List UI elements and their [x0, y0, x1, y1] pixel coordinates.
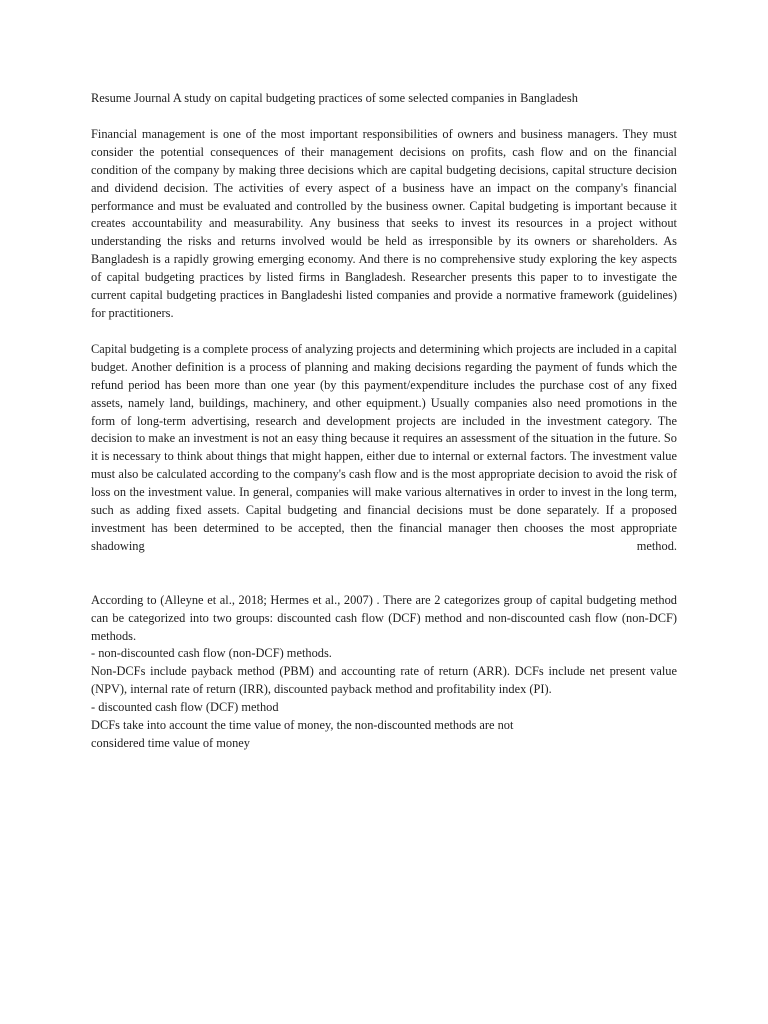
document-page [91, 90, 677, 753]
dcf-text [91, 717, 677, 753]
paragraph-capital-budgeting: Capital budgeting is a complete process of analyzing projects and determining which projects are included in a capital budget. Another definition is a process of planning and making decisions regarding the payment of funds which the refund period has been more than one year (by this payment/expenditure includes the purchase cost of any fixed assets, namely land, buildings, machinery, and other equipment.) Usually companies also need promotions in the form of long-term advertising, research and development projects are included in the investment category. The decision to make an investment is not an easy thing because it requires an assessment of the situation in the future. So it is necessary to think about things that might happen, either due to internal or external factors. The investment value must also be calculated according to the company's cash flow and is the most appropriate decision to avoid the risk of loss on the investment value. In general, companies will make various alternatives in order to invest in the long term, such as adding fixed assets. Capital budgeting and financial decisions must be done separately. If a proposed investment has been determined to be accepted, then the financial manager then chooses the most appropriate shadowing method. [91, 341, 677, 553]
nondcf-text: Non-DCFs include payback method (PBM) and accounting rate of return (ARR). DCFs include net present value (NPV), internal rate of return (IRR), discounted payback method and profitability index (PI). [91, 664, 677, 697]
paragraph-categorization: According to (Alleyne et al., 2018; Hermes et al., 2007) . There are 2 categorizes group of capital budgeting method can be categorized into two groups: discounted cash flow (DCF) method and non-discounted cash flow (non-DCF) methods. [91, 592, 677, 643]
dcf-text-line-2: considered time value of money [91, 736, 250, 750]
dcf-text-line-1: DCFs take into account the time value of money, the non-discounted methods are not [91, 718, 514, 733]
paragraph-spacer [91, 323, 677, 341]
paragraph-spacer [91, 556, 677, 592]
dcf-heading: - discounted cash flow (DCF) method [91, 700, 279, 715]
nondcf-heading: - non-discounted cash flow (non-DCF) methods. [91, 646, 332, 661]
paragraph-financial-management: Financial management is one of the most important responsibilities of owners and business managers. They must consider the potential consequences of their management decisions on profits, cash flow and on the financial condition of the company by making three decisions which are capital budgeting decisions, capital structure decision and dividend decision. The activities of every aspect of a business have an impact on the company's financial performance and must be evaluated and controlled by the business owner. Capital budgeting is important because it creates accountability and measurability. Any business that seeks to invest its resources in a project without understanding the risks and returns involved would be held as irresponsible by its owners or shareholders. As Bangladesh is a rapidly growing emerging economy. And there is no comprehensive study exploring the key aspects of capital budgeting practices by listed firms in Bangladesh. Researcher presents this paper to to investigate the current capital budgeting practices in Bangladeshi listed companies and provide a normative framework (guidelines) for practitioners. [91, 126, 677, 320]
document-title: Resume Journal A study on capital budgeting practices of some selected companies in Bangladesh [91, 91, 578, 105]
